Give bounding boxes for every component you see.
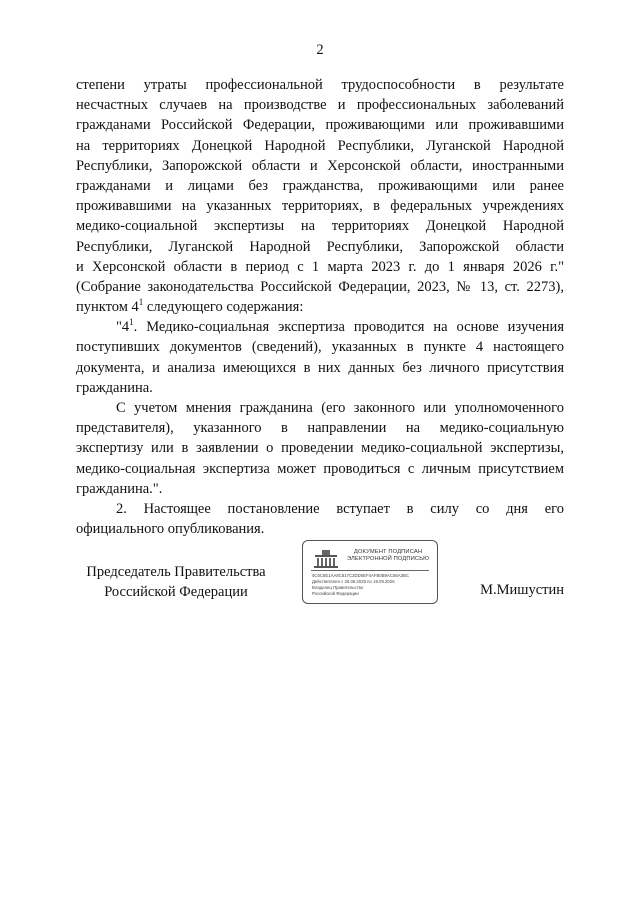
clause-ref-suffix: следующего содержания: [143,299,304,316]
body-line-last [76,297,564,317]
document-body [76,75,564,539]
body-line-indented: С учетом мнения гражданина (его законного или уполномоченного [116,400,564,416]
body-line-last: гражданина.". [76,480,163,497]
body-line-last: гражданина. [76,379,153,396]
body-line-last: официального опубликования. [76,521,265,538]
body-line: экспертизу или в заявлении о проведении медико-социальной экспертизы, [76,440,564,457]
body-line: документа, и анализа имеющихся в них данных без личного присутствия [76,359,564,376]
body-line: гражданами Российской Федерации, проживающими или проживавшими [76,117,564,134]
clause-superscript: 1 [129,317,134,328]
stamp-validity: Действителен с 26.06.2025 по 19.09.2026 [312,579,395,584]
signatory-name: М.Мишустин [480,582,564,598]
body-line: степени утраты профессиональной трудоспособности в результате [76,77,564,93]
signatory-title [76,563,276,602]
body-line: несчастных случаев на производстве и профессиональных заболеваний [76,97,564,114]
body-line: поступивших документов (сведений), указанных в пункте 4 настоящего [76,339,564,356]
electronic-signature-stamp [302,540,438,604]
body-line: Республики, Запорожской области и Херсонской области, иностранными [76,157,564,174]
government-emblem-icon [313,549,339,569]
body-line: гражданами и лицами без гражданства, проживающими или ранее [76,177,564,194]
clause-superscript: 1 [138,297,144,308]
body-line: и Херсонской области в период с 1 марта 2023 г. до 1 января 2026 г." [76,258,564,275]
quoted-clause-number: "4 [116,319,130,336]
clause-ref-text: пунктом 4 [76,299,139,316]
quoted-clause-first-line [76,317,564,337]
body-line: проживавшими на указанных территориях, в федеральных учреждениях [76,198,564,215]
body-line: на территориях Донецкой Народной Республики, Луганской Народной [76,137,564,154]
signatory-title-line: Российской Федерации [104,583,248,600]
quoted-clause-text: . Медико-социальная экспертиза проводится на основе изучения [133,319,564,336]
body-line: медико-социальной экспертизы на территориях Донецкой Народной [76,218,564,235]
page-number: 2 [316,42,324,58]
stamp-divider [311,570,429,571]
body-line: медико-социальная экспертиза может проводиться с личным присутствием [76,460,564,477]
signatory-title-line: Председатель Правительства [86,564,266,580]
body-line: Республики, Луганской Народной Республики, Запорожской области [76,238,564,255]
body-line: (Собрание законодательства Российской Федерации, 2023, № 13, ст. 2273), [76,278,564,295]
body-line: представителя), указанного в направлении на медико-социальную [76,420,564,437]
stamp-owner: Владелец Правительство Российской Федерации [312,585,364,596]
body-line-indented: 2. Настоящее постановление вступает в силу со дня его [116,500,564,517]
stamp-title: ДОКУМЕНТ ПОДПИСАН ЭЛЕКТРОННОЙ ПОДПИСЬЮ [346,549,430,562]
stamp-certificate-number: 0C6C6E1AA8C617C2DD0EF4AFB0B9AC56A3BC [312,573,409,578]
